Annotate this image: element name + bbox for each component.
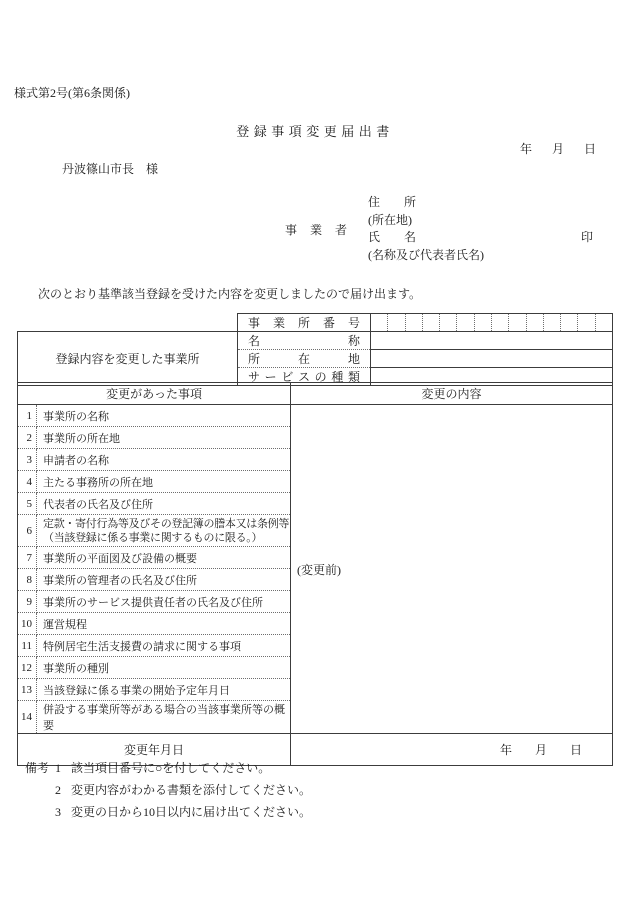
digit-box (577, 314, 594, 331)
day-label: 日 (570, 743, 583, 757)
day-label: 日 (583, 142, 596, 156)
month-label: 月 (551, 142, 564, 156)
changed-office-label-cell: 登録内容を変更した事業所 (18, 332, 238, 386)
header-date-line (0, 140, 630, 157)
name-note: (名称及び代表者氏名) (368, 247, 484, 262)
month-label: 月 (534, 743, 547, 757)
operator-block (285, 194, 593, 264)
content-column-header: 変更の内容 (291, 383, 613, 405)
address-note: (所在地) (368, 212, 412, 227)
form-number: 様式第2号(第6条関係) (14, 86, 130, 100)
table-row: 9 事業所のサービス提供責任者の氏名及び住所 (18, 591, 613, 613)
digit-box (491, 314, 508, 331)
digit-box (560, 314, 577, 331)
table-row: 1 事業所の名称 (変更前) (18, 405, 613, 427)
table-row: 11 特例居宅生活支援費の請求に関する事項 (18, 635, 613, 657)
digit-box (371, 314, 387, 331)
remark-item: 3 変更の日から10日以内に届け出てください。 (55, 805, 312, 819)
digit-box (526, 314, 543, 331)
table-row: 8 事業所の管理者の氏名及び住所 (18, 569, 613, 591)
table-row: 13 当該登録に係る事業の開始予定年月日 (18, 679, 613, 701)
office-number-value-cell (371, 314, 613, 332)
remark-item: 備考 1 該当項目番号に○を付してください。 (25, 761, 271, 775)
digit-box (474, 314, 491, 331)
table-row: 12 事業所の種別 (18, 657, 613, 679)
table-row: 6 定款・寄付行為等及びその登記簿の謄本又は条例等 （当該登録に係る事業に関するものに限る。） (18, 515, 613, 547)
office-info-table (17, 313, 613, 386)
operator-lines (368, 194, 593, 264)
service-type-label-cell: サービスの種類 (238, 368, 371, 386)
digit-box (405, 314, 422, 331)
digit-box (543, 314, 560, 331)
addressee: 丹波篠山市長 様 (62, 162, 159, 176)
name-label: 氏名 (368, 230, 416, 244)
table-row: 3 申請者の名称 (18, 449, 613, 471)
year-label: 年 (499, 743, 512, 757)
office-number-boxes (371, 314, 612, 331)
digit-box (508, 314, 525, 331)
declaration-text: 次のとおり基準該当登録を受けた内容を変更しましたので届け出ます。 (38, 287, 422, 301)
change-date-label: 変更年月日 (18, 734, 291, 766)
digit-box (387, 314, 404, 331)
office-number-label-cell: 事業所番号 (238, 314, 371, 332)
digit-box (439, 314, 456, 331)
change-items-table (17, 382, 613, 766)
table-row: 10 運営規程 (18, 613, 613, 635)
table-row: 14 併設する事業所等がある場合の当該事業所等の概要 (18, 701, 613, 734)
form-title: 登録事項変更届出書 (236, 124, 394, 139)
year-label: 年 (519, 142, 532, 156)
table-row: 5 代表者の氏名及び住所 (18, 493, 613, 515)
location-value-cell (371, 350, 613, 368)
remark-item: 2 変更内容がわかる書類を添付してください。 (55, 783, 312, 797)
office-table-spacer (18, 314, 238, 332)
digit-box (595, 314, 612, 331)
table-row: 2 事業所の所在地 (18, 427, 613, 449)
name-label-cell: 名称 (238, 332, 371, 350)
name-value-cell (371, 332, 613, 350)
location-label-cell: 所在地 (238, 350, 371, 368)
change-table-header (18, 383, 613, 405)
address-label: 住所 (368, 195, 416, 209)
operator-label: 事業者 (285, 222, 347, 237)
table-row: 7 事業所の平面図及び設備の概要 (18, 547, 613, 569)
digit-box (422, 314, 439, 331)
seal-mark: 印 (580, 230, 593, 244)
items-column-header: 変更があった事項 (18, 383, 291, 405)
remarks-block (25, 757, 311, 823)
digit-box (456, 314, 473, 331)
change-date-cell (291, 734, 613, 766)
change-content-cell: (変更前) (291, 405, 613, 734)
table-row: 4 主たる事務所の所在地 (18, 471, 613, 493)
